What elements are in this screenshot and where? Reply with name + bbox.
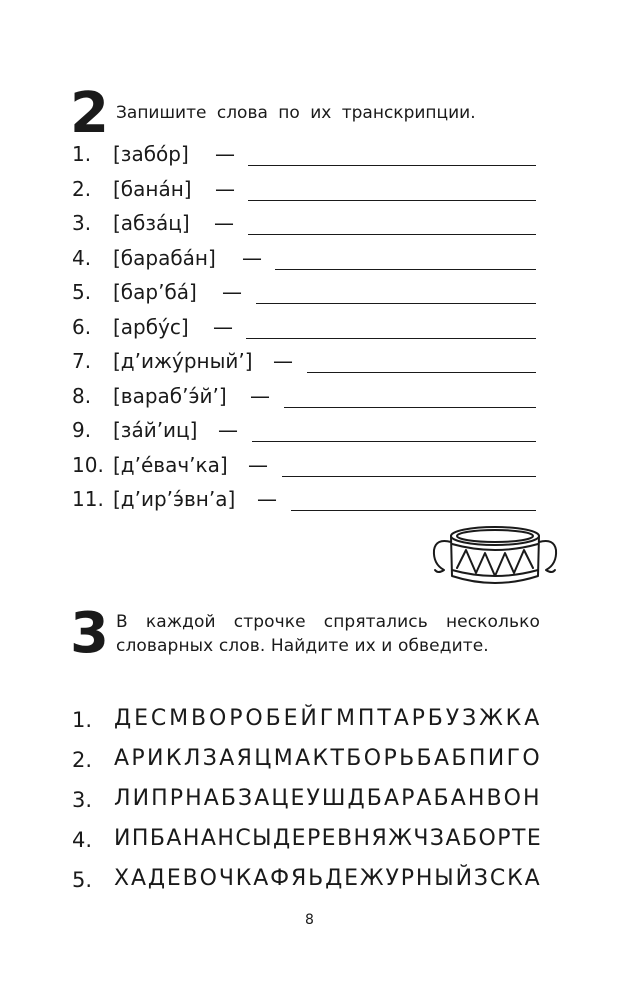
exercise-row bbox=[72, 382, 542, 417]
drum-icon bbox=[428, 520, 562, 592]
transcription: [бараба́н] bbox=[113, 245, 216, 270]
dash: — bbox=[273, 349, 293, 373]
transcription: [д’е́вач’ка] bbox=[113, 452, 228, 477]
exercise-row bbox=[72, 209, 542, 244]
exercise-row bbox=[72, 175, 542, 210]
transcription: [бана́н] bbox=[113, 176, 192, 201]
transcription: [за́й’иц] bbox=[113, 418, 198, 442]
answer-line[interactable] bbox=[256, 303, 536, 304]
row-number: 4. bbox=[72, 828, 93, 852]
answer-line[interactable] bbox=[248, 200, 536, 201]
answer-line[interactable] bbox=[284, 407, 536, 408]
row-number: 2. bbox=[72, 748, 93, 772]
letter-row bbox=[72, 742, 542, 782]
dash: — bbox=[250, 383, 270, 408]
exercise-number: 4. bbox=[72, 245, 92, 270]
exercise-number: 6. bbox=[72, 314, 92, 339]
answer-line[interactable] bbox=[291, 510, 536, 511]
exercise-row bbox=[72, 140, 542, 175]
answer-line[interactable] bbox=[252, 441, 536, 442]
letter-row bbox=[72, 822, 542, 862]
task-3-instruction: В каждой строчке спрятались несколько словарных слов. Найдите их и обведите. bbox=[116, 612, 540, 656]
exercise-row bbox=[72, 313, 542, 348]
transcription: [абза́ц] bbox=[113, 211, 190, 235]
exercise-number: 2. bbox=[72, 176, 92, 201]
task-2-number: 2 bbox=[70, 81, 109, 146]
letter-row bbox=[72, 862, 542, 902]
exercise-number: 10. bbox=[72, 452, 104, 477]
letter-string[interactable]: ХАДЕВОЧКАФЯЬДЕЖУРНЫЙЗСКА bbox=[114, 866, 542, 891]
letter-string[interactable]: ДЕСМВОРОБЕЙГМПТАРБУЗЖКА bbox=[114, 706, 543, 731]
dash: — bbox=[222, 280, 242, 304]
letter-string[interactable]: ИПБАНАНСЫДЕРЕВНЯЖЧЗАБОРТЕ bbox=[114, 826, 543, 851]
dash: — bbox=[215, 142, 235, 166]
exercise-row bbox=[72, 244, 542, 279]
task-2-exercise-list bbox=[72, 140, 542, 520]
exercise-row bbox=[72, 278, 542, 313]
dash: — bbox=[248, 452, 268, 477]
row-number: 1. bbox=[72, 708, 93, 732]
letter-row bbox=[72, 782, 542, 822]
transcription: [д’ижу́рный’] bbox=[113, 349, 253, 373]
task-3-number: 3 bbox=[70, 601, 109, 666]
dash: — bbox=[214, 211, 234, 235]
transcription: [бар’ба́] bbox=[113, 280, 197, 304]
dash: — bbox=[218, 418, 238, 442]
letter-string[interactable]: АРИКЛЗАЯЦМАКТБОРЬБАБПИГО bbox=[114, 746, 543, 771]
answer-line[interactable] bbox=[248, 165, 536, 166]
row-number: 3. bbox=[72, 788, 93, 812]
exercise-number: 5. bbox=[72, 280, 92, 304]
exercise-row bbox=[72, 416, 542, 451]
transcription: [д’ир’э́вн’а] bbox=[113, 487, 236, 511]
answer-line[interactable] bbox=[246, 338, 536, 339]
exercise-row bbox=[72, 485, 542, 520]
task-3-letter-rows bbox=[72, 702, 542, 902]
exercise-number: 9. bbox=[72, 418, 92, 442]
answer-line[interactable] bbox=[307, 372, 536, 373]
answer-line[interactable] bbox=[275, 269, 536, 270]
page-number: 8 bbox=[305, 912, 314, 928]
dash: — bbox=[257, 487, 277, 511]
exercise-number: 8. bbox=[72, 383, 92, 408]
dash: — bbox=[215, 176, 235, 201]
transcription: [вараб’э́й’] bbox=[113, 383, 227, 408]
exercise-number: 3. bbox=[72, 211, 92, 235]
exercise-row bbox=[72, 347, 542, 382]
dash: — bbox=[242, 245, 262, 270]
exercise-number: 1. bbox=[72, 142, 92, 166]
transcription: [арбу́с] bbox=[113, 314, 189, 339]
letter-string[interactable]: ЛИПРНАБЗАЦЕУШДБАРАБАНВОН bbox=[114, 786, 542, 811]
exercise-row bbox=[72, 451, 542, 486]
answer-line[interactable] bbox=[282, 476, 536, 477]
exercise-number: 11. bbox=[72, 487, 104, 511]
exercise-number: 7. bbox=[72, 349, 92, 373]
letter-row bbox=[72, 702, 542, 742]
row-number: 5. bbox=[72, 868, 93, 892]
dash: — bbox=[213, 314, 233, 339]
task-2-instruction: Запишите слова по их транскрипции. bbox=[116, 103, 476, 123]
answer-line[interactable] bbox=[248, 234, 536, 235]
transcription: [забо́р] bbox=[113, 142, 189, 166]
